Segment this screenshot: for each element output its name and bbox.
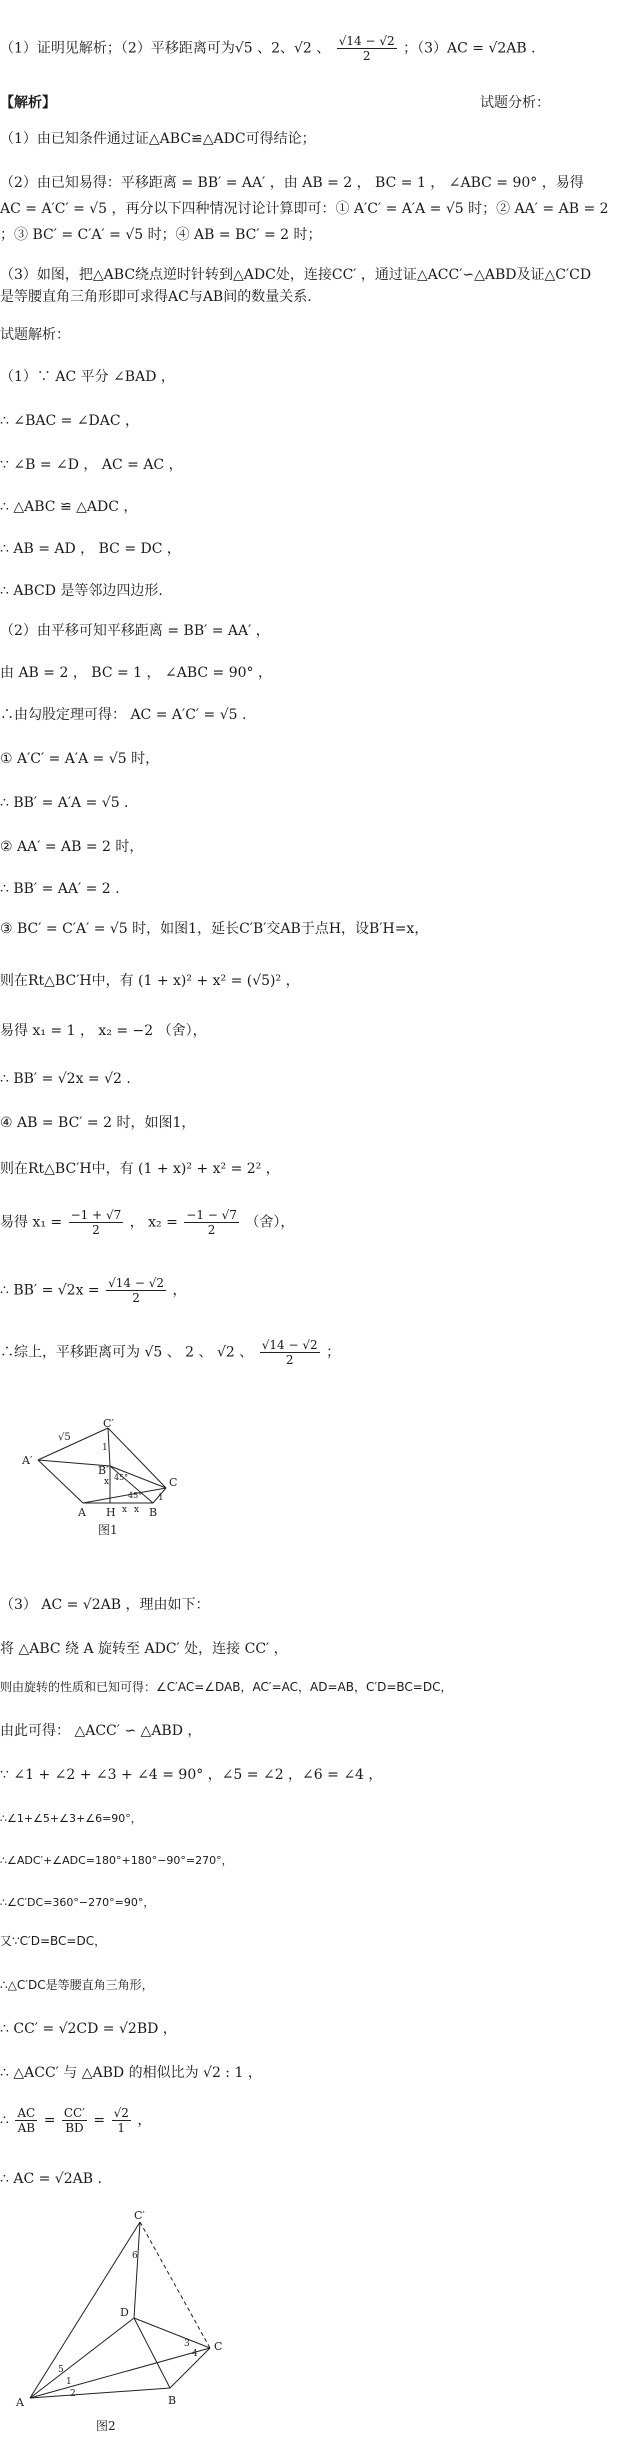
fig1-label-aprime: A′ (22, 1454, 33, 1467)
part3-line-11: ∴ CC′ = √2CD = √2BD ， (0, 2021, 177, 2037)
ratio-line (0, 2106, 620, 2135)
fig2-label-a: A (16, 2396, 24, 2409)
figure-2 (10, 2208, 240, 2438)
case4-line-3-prefix: 易得 x₁ = (0, 1214, 63, 1231)
fig1-edge-cprime-bprime (108, 1428, 110, 1466)
part3-line-5: ∵ ∠1 + ∠2 + ∠3 + ∠4 = 90° ，∠5 = ∠2 ，∠6 = ∠4 ， (0, 1767, 383, 1783)
part2-line-2: 由 AB = 2 ， BC = 1 ， ∠ABC = 90° ， (0, 665, 272, 681)
analysis-line-6: 是等腰直角三角形即可求得AC与AB间的数量关系. (0, 289, 312, 305)
ratio-3-denominator: 1 (117, 2121, 126, 2135)
bb-fraction (106, 1276, 166, 1305)
answer-fraction (337, 34, 397, 63)
fig2-edge-d-b (134, 2318, 170, 2388)
fig1-label-x3: x (134, 1505, 140, 1515)
part3-line-1: （3） AC = √2AB ，理由如下： (0, 1597, 210, 1613)
analysis-heading: 【解析】 (0, 95, 56, 111)
ratio-suffix: ， (137, 2112, 152, 2129)
summary-numerator: √14 − √2 (261, 1338, 318, 1352)
fig1-label-cprime: C′ (103, 1418, 114, 1430)
case1-line-1: ① A′C′ = A′A = √5 时， (0, 751, 160, 767)
fig2-label-3: 3 (184, 2339, 190, 2349)
bb-numerator: √14 − √2 (108, 1276, 164, 1290)
part3-line-12: ∴ △ACC′ 与 △ABD 的相似比为 √2 : 1 ， (0, 2065, 262, 2081)
fig2-label-1: 1 (66, 2377, 72, 2387)
part3-line-6: ∴∠1+∠5+∠3+∠6=90°， (0, 1812, 142, 1825)
fig1-label-x2: x (122, 1505, 128, 1515)
case1-line-2: ∴ BB′ = A′A = √5 . (0, 795, 129, 811)
fig1-label-bprime: B′ (98, 1464, 109, 1477)
proof-line-5: ∴ AB = AD ， BC = DC ， (0, 541, 181, 557)
ratio-eq-2: = (93, 2112, 106, 2129)
part3-line-7: ∴∠ADC′+∠ADC=180°+180°−90°=270°， (0, 1854, 233, 1867)
fig1-label-sqrt5: √5 (58, 1432, 71, 1443)
ratio-1-numerator: AC (17, 2106, 36, 2120)
ratio-2-denominator: BD (65, 2121, 84, 2135)
ratio-prefix: ∴ (0, 2112, 9, 2129)
ratio-3-numerator: √2 (113, 2106, 129, 2120)
final-conclusion: ∴ AC = √2AB . (0, 2171, 102, 2187)
proof-line-1: （1）∵ AC 平分 ∠BAD ， (0, 369, 175, 385)
case3-line-1: ③ BC′ = C′A′ = √5 时，如图1，延长C′B′交AB于点H，设B′H=x， (0, 921, 429, 937)
case3-line-2: 则在Rt△BC′H中，有 (1 + x)² + x² = (√5)² ， (0, 973, 300, 989)
part3-line-9: 又∵C′D=BC=DC， (0, 1934, 107, 1948)
fig2-label-4: 4 (192, 2349, 198, 2359)
fig1-label-h: H (106, 1506, 116, 1519)
fig1-label-x1: x (104, 1477, 110, 1487)
fig2-label-d: D (120, 2306, 129, 2319)
solution-heading: 试题解析： (0, 327, 70, 343)
case4-line-3 (0, 1208, 620, 1237)
x2-denominator: 2 (207, 1223, 216, 1237)
case4-line-2: 则在Rt△BC′H中，有 (1 + x)² + x² = 2² ， (0, 1161, 280, 1177)
answer-line (0, 34, 620, 63)
answer-fraction-denominator: 2 (362, 49, 371, 63)
fig2-edge-cprime-c-dashed (140, 2222, 210, 2348)
summary-denominator: 2 (285, 1353, 294, 1367)
fig1-label-one-b: 1 (158, 1493, 164, 1503)
analysis-subheading: 试题分析： (480, 95, 550, 111)
proof-line-3: ∵ ∠B = ∠D ， AC = AC ， (0, 457, 183, 473)
case4-line-3-mid: ， x₂ = (129, 1214, 178, 1231)
fig2-label-5: 5 (58, 2365, 64, 2375)
fig1-edge-aprime-cprime (38, 1428, 108, 1460)
ratio-fraction-1 (15, 2106, 37, 2135)
summary-fraction (260, 1338, 320, 1367)
proof-line-6: ∴ ABCD 是等邻边四边形. (0, 583, 163, 599)
fig1-edge-aprime-a (38, 1460, 83, 1503)
answer-text-1: （1）证明见解析；（2）平移距离可为√5 、2、√2 、 (0, 40, 331, 57)
fig1-caption: 图1 (98, 1523, 118, 1537)
part2-line-1: （2）由平移可知平移距离 = BB′ = AA′ ， (0, 623, 270, 639)
ratio-eq-1: = (43, 2112, 56, 2129)
answer-fraction-numerator: √14 − √2 (338, 34, 395, 48)
ratio-fraction-2 (62, 2106, 87, 2135)
fig2-label-6: 6 (132, 2251, 138, 2261)
proof-line-4: ∴ △ABC ≌ △ADC ， (0, 499, 138, 515)
figure-1 (18, 1418, 188, 1568)
fig1-label-45b: 45° (128, 1491, 143, 1500)
ratio-2-numerator: CC′ (63, 2106, 85, 2120)
summary-line (0, 1338, 620, 1367)
analysis-line-2: （2）由已知易得：平移距离 = BB′ = AA′ ，由 AB = 2 ， BC = 1 ， ∠ABC = 90° ，易得 (0, 175, 584, 191)
case3-line-4: ∴ BB′ = √2x = √2 . (0, 1071, 131, 1087)
answer-text-2: ；（3）AC = √2AB . (403, 40, 536, 57)
ratio-1-denominator: AB (17, 2121, 36, 2135)
case4-line-4 (0, 1276, 620, 1305)
fig2-edge-a-d (30, 2318, 134, 2398)
part3-line-2: 将 △ABC 绕 A 旋转至 ADC′ 处，连接 CC′ ， (0, 1641, 288, 1657)
analysis-line-3: AC = A′C′ = √5 ，再分以下四种情况讨论计算即可：① A′C′ = A′A = √5 时；② AA′ = AB = 2 (0, 201, 609, 217)
fig2-label-2: 2 (70, 2389, 76, 2399)
fig2-label-cprime: C′ (134, 2209, 145, 2222)
fig2-edge-a-b (30, 2388, 170, 2398)
case4-line-1: ④ AB = BC′ = 2 时，如图1， (0, 1115, 196, 1131)
bb-denominator: 2 (132, 1291, 140, 1305)
summary-prefix: ∴综上，平移距离可为 √5 、 2 、 √2 、 (0, 1344, 254, 1361)
part3-line-3: 则由旋转的性质和已知可得：∠C′AC=∠DAB，AC′=AC，AD=AB，C′D=BC=DC， (0, 1680, 453, 1694)
x1-fraction (69, 1208, 124, 1237)
x1-denominator: 2 (92, 1223, 100, 1237)
analysis-line-5: （3）如图，把△ABC绕点逆时针转到△ADC处，连接CC′ ，通过证△ACC′∽△ABD及证△C′CD (0, 267, 592, 283)
part2-line-3: ∴由勾股定理可得： AC = A′C′ = √5 . (0, 707, 247, 723)
x2-numerator: −1 − √7 (186, 1208, 237, 1222)
x2-fraction (184, 1208, 239, 1237)
fig2-label-b: B (168, 2394, 177, 2407)
part3-line-4: 由此可得： △ACC′ ∽ △ABD ， (0, 1723, 202, 1739)
case3-line-3: 易得 x₁ = 1 ， x₂ = −2 （舍）， (0, 1023, 207, 1039)
part3-line-8: ∴∠C′DC=360°−270°=90°， (0, 1896, 155, 1909)
x1-numerator: −1 + √7 (70, 1208, 122, 1222)
analysis-line-1: （1）由已知条件通过证△ABC≌△ADC可得结论； (0, 131, 316, 147)
case2-line-2: ∴ BB′ = AA′ = 2 . (0, 881, 120, 897)
summary-suffix: ； (326, 1344, 341, 1361)
part3-line-10: ∴△C′DC是等腰直角三角形， (0, 1978, 154, 1992)
ratio-fraction-3 (112, 2106, 131, 2135)
fig1-label-one-a: 1 (102, 1443, 108, 1453)
fig2-edge-d-c (134, 2318, 210, 2348)
fig2-label-c: C (214, 2340, 223, 2353)
case2-line-1: ② AA′ = AB = 2 时， (0, 839, 144, 855)
fig1-edge-a-c (83, 1488, 166, 1503)
fig1-label-b: B (149, 1506, 158, 1519)
analysis-line-4: ；③ BC′ = C′A′ = √5 时；④ AB = BC′ = 2 时； (0, 227, 322, 243)
fig1-label-45a: 45° (114, 1473, 129, 1482)
fig1-label-c: C (169, 1476, 178, 1489)
case4-line-4-suffix: ， (172, 1282, 187, 1299)
proof-line-2: ∴ ∠BAC = ∠DAC ， (0, 413, 140, 429)
fig2-caption: 图2 (96, 2419, 116, 2433)
case4-line-3-suffix: （舍）， (245, 1214, 295, 1231)
fig1-label-a: A (78, 1506, 86, 1519)
fig2-edge-cprime-d (134, 2222, 140, 2318)
case4-line-4-prefix: ∴ BB′ = √2x = (0, 1282, 100, 1299)
